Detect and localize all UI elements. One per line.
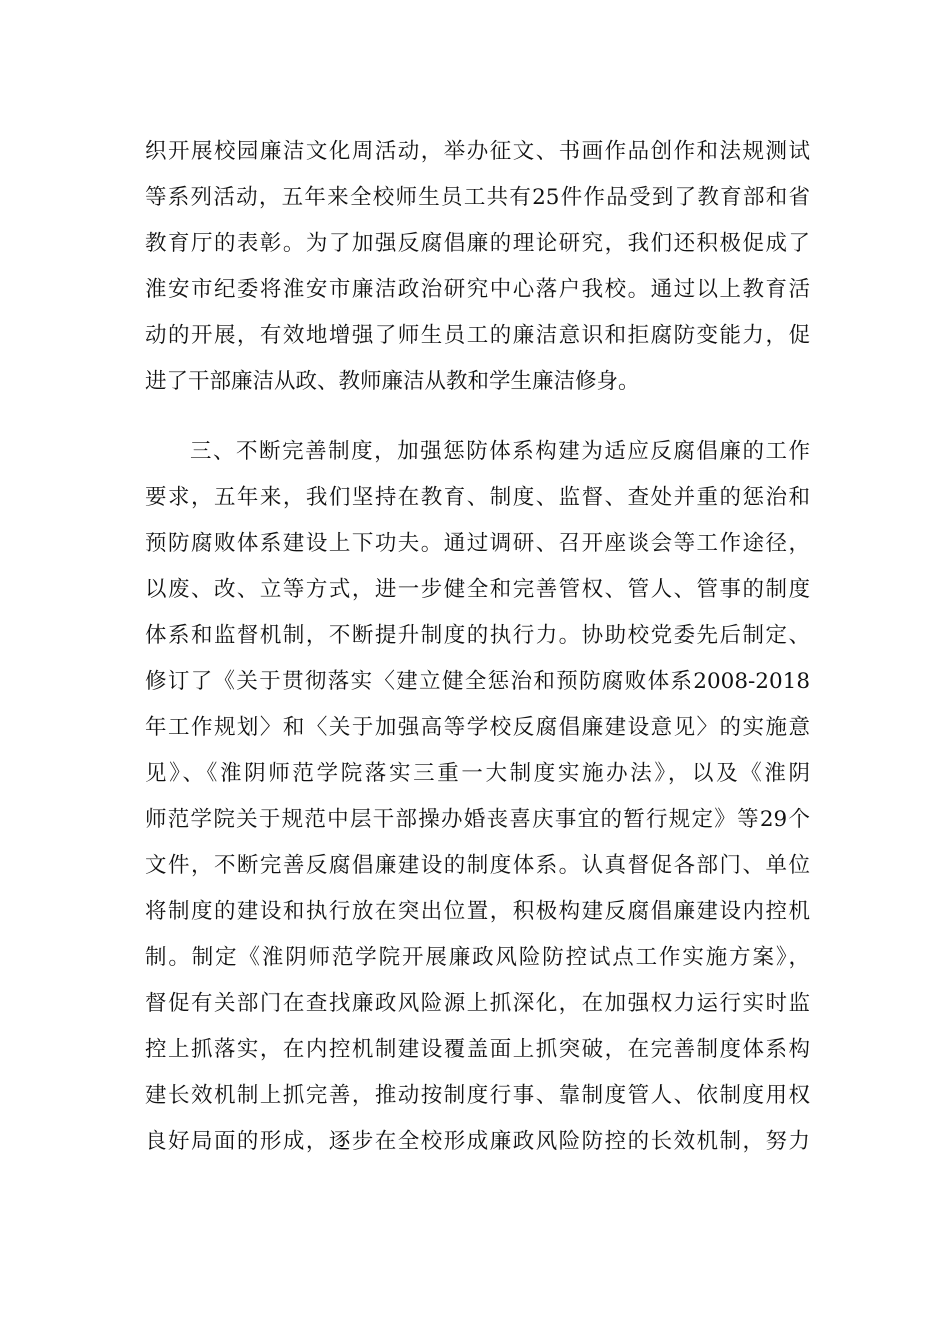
paragraph-line: 淮安市纪委将淮安市廉洁政治研究中心落户我校。通过以上教育活 xyxy=(145,277,810,302)
paragraph-line: 要求，五年来，我们坚持在教育、制度、监督、查处并重的惩治和 xyxy=(145,485,810,510)
paragraph-line: 等系列活动，五年来全校师生员工共有25件作品受到了教育部和省 xyxy=(145,185,810,210)
paragraph-line: 良好局面的形成，逐步在全校形成廉政风险防控的长效机制，努力 xyxy=(145,1129,810,1154)
paragraph-line: 修订了《关于贯彻落实〈建立健全惩治和预防腐败体系2008-2018 xyxy=(145,669,810,694)
paragraph-line: 预防腐败体系建设上下功夫。通过调研、召开座谈会等工作途径， xyxy=(145,531,810,556)
paragraph-line: 文件，不断完善反腐倡廉建设的制度体系。认真督促各部门、单位 xyxy=(145,853,810,878)
paragraph-line: 师范学院关于规范中层干部操办婚丧喜庆事宜的暂行规定》等29个 xyxy=(145,807,810,832)
paragraph-line: 督促有关部门在查找廉政风险源上抓深化，在加强权力运行实时监 xyxy=(145,991,810,1016)
section-heading-line: 三、不断完善制度，加强惩防体系构建为适应反腐倡廉的工作 xyxy=(190,439,810,464)
paragraph-line: 控上抓落实，在内控机制建设覆盖面上抓突破，在完善制度体系构 xyxy=(145,1037,810,1062)
paragraph-line: 以废、改、立等方式，进一步健全和完善管权、管人、管事的制度 xyxy=(145,577,810,602)
paragraph-line: 织开展校园廉洁文化周活动，举办征文、书画作品创作和法规测试 xyxy=(145,139,810,164)
paragraph-line: 动的开展，有效地增强了师生员工的廉洁意识和拒腐防变能力，促 xyxy=(145,323,810,348)
paragraph-line: 进了干部廉洁从政、教师廉洁从教和学生廉洁修身。 xyxy=(145,369,640,394)
paragraph-line: 体系和监督机制，不断提升制度的执行力。协助校党委先后制定、 xyxy=(145,623,810,648)
paragraph-line: 建长效机制上抓完善，推动按制度行事、靠制度管人、依制度用权 xyxy=(145,1083,810,1108)
paragraph-line: 制。制定《淮阴师范学院开展廉政风险防控试点工作实施方案》， xyxy=(145,945,810,970)
paragraph-line: 见》、《淮阴师范学院落实三重一大制度实施办法》，以及《淮阴 xyxy=(145,761,810,786)
paragraph-line: 将制度的建设和执行放在突出位置，积极构建反腐倡廉建设内控机 xyxy=(145,899,810,924)
paragraph-line: 教育厅的表彰。为了加强反腐倡廉的理论研究，我们还积极促成了 xyxy=(145,231,810,256)
paragraph-line: 年工作规划〉和〈关于加强高等学校反腐倡廉建设意见〉的实施意 xyxy=(145,715,810,740)
